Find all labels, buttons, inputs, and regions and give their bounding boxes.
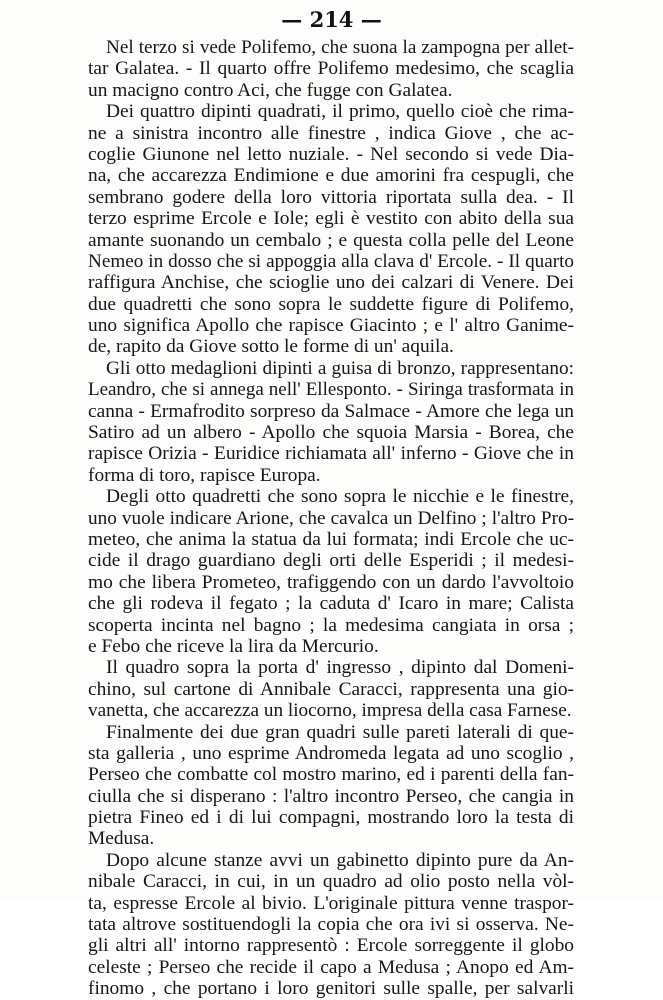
text-line: Leandro, che si annega nell' Ellesponto. - Siringa trasformata in — [88, 379, 574, 401]
text-line: Perseo che combatte col mostro marino, ed i parenti della fan- — [88, 764, 574, 786]
paragraph — [88, 37, 574, 101]
text-line: ta, espresse Ercole al bivio. L'originale pittura venne traspor- — [88, 892, 574, 914]
text-line: ciulla che si disperano : l'altro incontro Perseo, che cangia in — [88, 785, 574, 807]
text-line: due quadretti che sono sopra le suddette figure di Polifemo, — [88, 293, 574, 315]
text-line: coglie Giunone nel letto nuziale. - Nel secondo si vede Dia- — [88, 143, 574, 165]
text-line: na, che accarezza Endimione e due amorini fra cespugli, che — [88, 165, 574, 187]
text-line: Il quadro sopra la porta d' ingresso , dipinto dal Domeni- — [106, 657, 574, 679]
paragraph — [88, 358, 574, 486]
text-line: Nel terzo si vede Polifemo, che suona la zampogna per allet- — [106, 37, 574, 58]
text-line: scoperta incinta nel bagno ; la medesima cangiata in orsa ; — [88, 614, 574, 636]
text-line: cide il drago guardiano degli orti delle Esperidi ; il medesi- — [88, 550, 574, 572]
paragraph — [88, 101, 574, 358]
text-line: pietra Fineo ed i di lui compagni, mostrando loro la testa di — [88, 807, 574, 829]
text-line: tata altrove sostituendogli la copia che ora ivi si osserva. Ne- — [88, 914, 574, 936]
text-line: Nemeo in dosso che si appoggia alla clava d' Ercole. - Il quarto — [88, 250, 574, 272]
text-line: Degli otto quadretti che sono sopra le nicchie e le finestre, — [106, 486, 574, 508]
text-line: forma di toro, rapisce Europa. — [88, 464, 321, 486]
text-line: Dopo alcune stanze avvi un gabinetto dipinto pure da An- — [106, 849, 574, 871]
text-line: finomo , che portano i loro genitori sulle spalle, per salvarli — [88, 978, 574, 1000]
text-line: celeste ; Perseo che recide il capo a Medusa ; Anopo ed Am- — [88, 956, 574, 978]
text-line: uno vuole indicare Arione, che cavalca un Delfino ; l'altro Pro- — [88, 507, 574, 529]
text-line: chino, sul cartone di Annibale Caracci, rappresenta una gio- — [88, 678, 574, 700]
text-line: ne a sinistra incontro alle finestre , indica Giove , che ac- — [88, 122, 574, 144]
text-line: mo che libera Prometeo, trafiggendo con un dardo l'avvoltoio — [88, 571, 574, 593]
text-line: sembrano godere della loro vittoria riportata sulla dea. - Il — [88, 186, 574, 208]
text-line: Gli otto medaglioni dipinti a guisa di bronzo, rappresentano: — [106, 357, 574, 379]
text-line: meteo, che anima la statua da lui formata; indi Ercole che uc- — [88, 528, 574, 550]
text-line: gli altri all' intorno rappresentò : Ercole sorreggente il globo — [88, 935, 574, 957]
text-line: un macigno contro Aci, che fugge con Galatea. — [88, 79, 453, 101]
paragraph — [88, 657, 574, 721]
text-line: sta galleria , uno esprime Andromeda legata ad uno scoglio , — [88, 742, 574, 764]
text-line: e Febo che riceve la lira da Mercurio. — [88, 635, 379, 657]
text-line: terzo esprime Ercole e Iole; egli è vestito con abito della sua — [88, 208, 574, 230]
text-line: tar Galatea. - Il quarto offre Polifemo medesimo, che scaglia — [88, 58, 574, 80]
page-number: — 214 — — [281, 7, 382, 32]
text-line: che gli rodeva il fegato ; la caduta d' Icaro in mare; Calista — [88, 593, 574, 615]
paragraph — [88, 850, 574, 1000]
text-line: amante suonando un cembalo ; e questa colla pelle del Leone — [88, 229, 574, 251]
body-text — [88, 37, 574, 1000]
text-line: nibale Caracci, in cui, in un quadro ad olio posto nella vòl- — [88, 871, 574, 893]
text-line: uno significa Apollo che rapisce Giacinto ; e l' altro Ganime- — [88, 315, 574, 337]
text-line: rapisce Orizia - Euridice richiamata all' inferno - Giove che in — [88, 443, 574, 465]
text-line: Medusa. — [88, 828, 155, 850]
text-line: Finalmente dei due gran quadri sulle pareti laterali di que- — [106, 721, 574, 743]
text-line: raffigura Anchise, che scioglie uno dei calzari di Venere. Dei — [88, 272, 574, 294]
text-line: Dei quattro dipinti quadrati, il primo, quello cioè che rima- — [106, 101, 574, 123]
text-line: canna - Ermafrodito sorpreso da Salmace - Amore che lega un — [88, 400, 574, 422]
text-line: de, rapito da Giove sotto le forme di un' aquila. — [88, 336, 454, 358]
text-line: Satiro ad un albero - Apollo che squoia Marsia - Borea, che — [88, 422, 574, 444]
text-line: vanetta, che accarezza un liocorno, impresa della casa Farnese. — [88, 700, 572, 722]
paragraph — [88, 722, 574, 850]
paragraph — [88, 486, 574, 657]
